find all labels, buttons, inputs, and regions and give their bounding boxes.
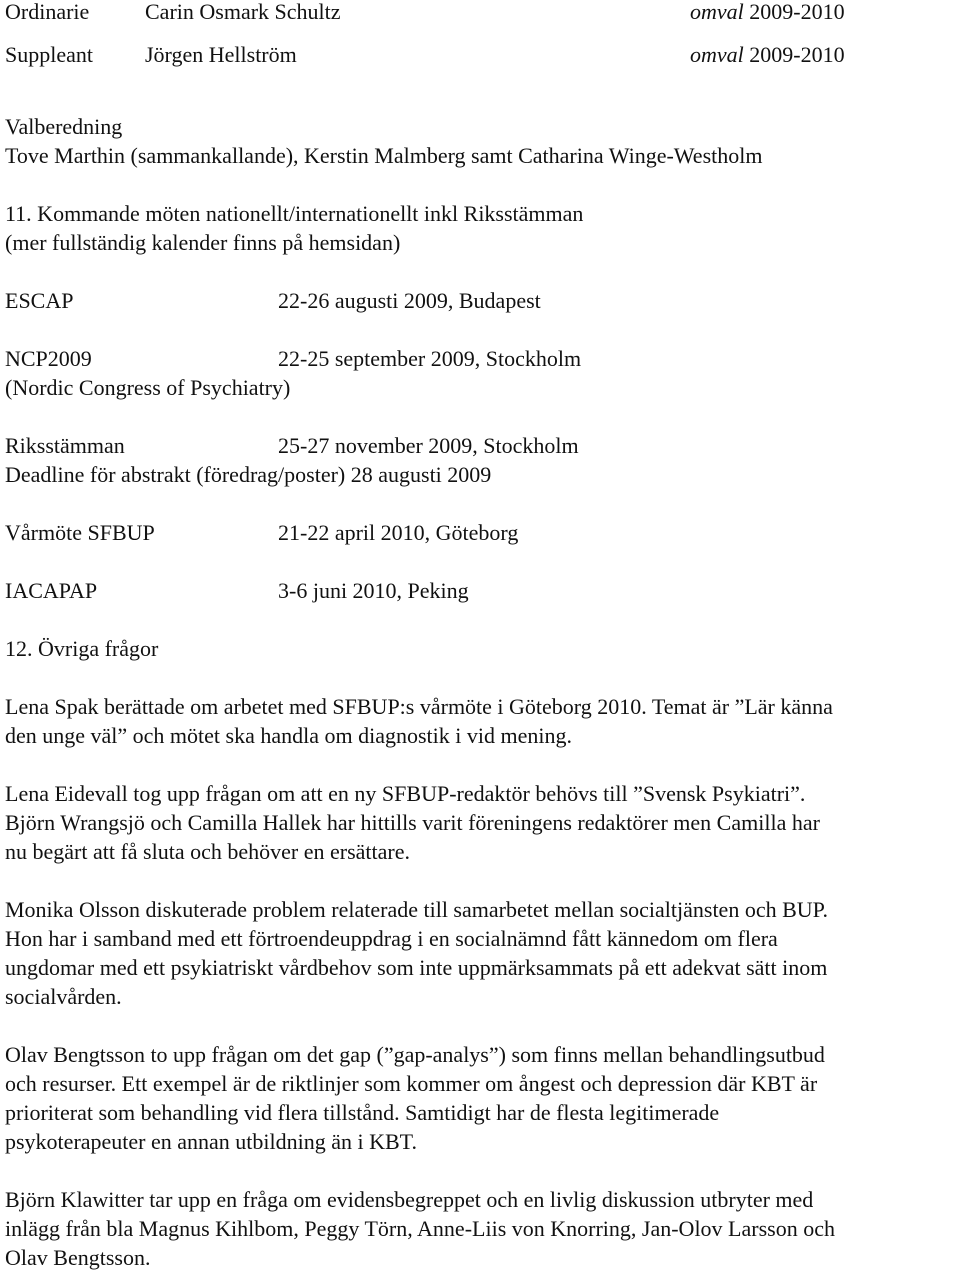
paragraph-line: Björn Klawitter tar upp en fråga om evidensbegreppet och en livlig diskussion utbryter med	[5, 1187, 814, 1212]
meeting-name: IACAPAP	[5, 578, 98, 603]
officer-role: Ordinarie	[5, 0, 90, 24]
officer-status-word: omval	[690, 0, 744, 24]
officer-status	[690, 40, 845, 69]
meeting-ncp-note: (Nordic Congress of Psychiatry)	[5, 375, 291, 400]
officer-name: Jörgen Hellström	[145, 42, 297, 67]
meeting-name: Vårmöte SFBUP	[5, 520, 155, 545]
officer-status	[690, 0, 845, 26]
paragraph-line: Lena Eidevall tog upp frågan om att en ny SFBUP-redaktör behövs till ”Svensk Psykiatri”.	[5, 781, 806, 806]
officer-period: 2009-2010	[749, 0, 845, 24]
meeting-detail: 21-22 april 2010, Göteborg	[278, 520, 519, 545]
officer-period: 2009-2010	[749, 42, 845, 67]
paragraph-line: prioriterat som behandling vid flera tillstånd. Samtidigt har de flesta legitimerade	[5, 1100, 720, 1125]
section-11-subheading: (mer fullständig kalender finns på hemsidan)	[5, 230, 401, 255]
officer-role: Suppleant	[5, 42, 93, 67]
meeting-name: ESCAP	[5, 288, 74, 313]
paragraph-line: Olav Bengtsson.	[5, 1245, 151, 1270]
meeting-name: Riksstämman	[5, 433, 125, 458]
paragraph-line: den unge väl” och mötet ska handla om diagnostik i vid mening.	[5, 723, 572, 748]
paragraph-line: psykoterapeuter en annan utbildning än i KBT.	[5, 1129, 417, 1154]
valberedning-members: Tove Marthin (sammankallande), Kerstin Malmberg samt Catharina Winge-Westholm	[5, 143, 763, 168]
section-12-heading: 12. Övriga frågor	[5, 636, 159, 661]
paragraph-line: och resurser. Ett exempel är de riktlinjer som kommer om ångest och depression där KBT är	[5, 1071, 818, 1096]
paragraph-line: Lena Spak berättade om arbetet med SFBUP:s vårmöte i Göteborg 2010. Temat är ”Lär känna	[5, 694, 833, 719]
paragraph-line: ungdomar med ett psykiatriskt vårdbehov som inte uppmärksammats på ett adekvat sätt inom	[5, 955, 828, 980]
paragraph-line: Olav Bengtsson to upp frågan om det gap (”gap-analys”) som finns mellan behandlingsutbud	[5, 1042, 825, 1067]
meeting-detail: 22-26 augusti 2009, Budapest	[278, 288, 541, 313]
meeting-detail: 3-6 juni 2010, Peking	[278, 578, 469, 603]
paragraph-line: Hon har i samband med ett förtroendeuppdrag i en socialnämnd fått kännedom om flera	[5, 926, 778, 951]
paragraph-line: nu begärt att få sluta och behöver en ersättare.	[5, 839, 410, 864]
paragraph-line: Monika Olsson diskuterade problem relaterade till samarbetet mellan socialtjänsten och BUP.	[5, 897, 828, 922]
section-11-heading: 11. Kommande möten nationellt/internationellt inkl Riksstämman	[5, 201, 584, 226]
meeting-name: NCP2009	[5, 346, 92, 371]
officer-name: Carin Osmark Schultz	[145, 0, 341, 24]
officer-status-word: omval	[690, 42, 744, 67]
meeting-detail: 25-27 november 2009, Stockholm	[278, 433, 579, 458]
paragraph-line: socialvården.	[5, 984, 122, 1009]
paragraph-line: Björn Wrangsjö och Camilla Hallek har hittills varit föreningens redaktörer men Camilla har	[5, 810, 820, 835]
meeting-detail: 22-25 september 2009, Stockholm	[278, 346, 582, 371]
meeting-riksstamman-deadline: Deadline för abstrakt (föredrag/poster) 28 augusti 2009	[5, 462, 492, 487]
valberedning-heading: Valberedning	[5, 114, 123, 139]
paragraph-line: inlägg från bla Magnus Kihlbom, Peggy Törn, Anne-Liis von Knorring, Jan-Olov Larsson och	[5, 1216, 835, 1241]
